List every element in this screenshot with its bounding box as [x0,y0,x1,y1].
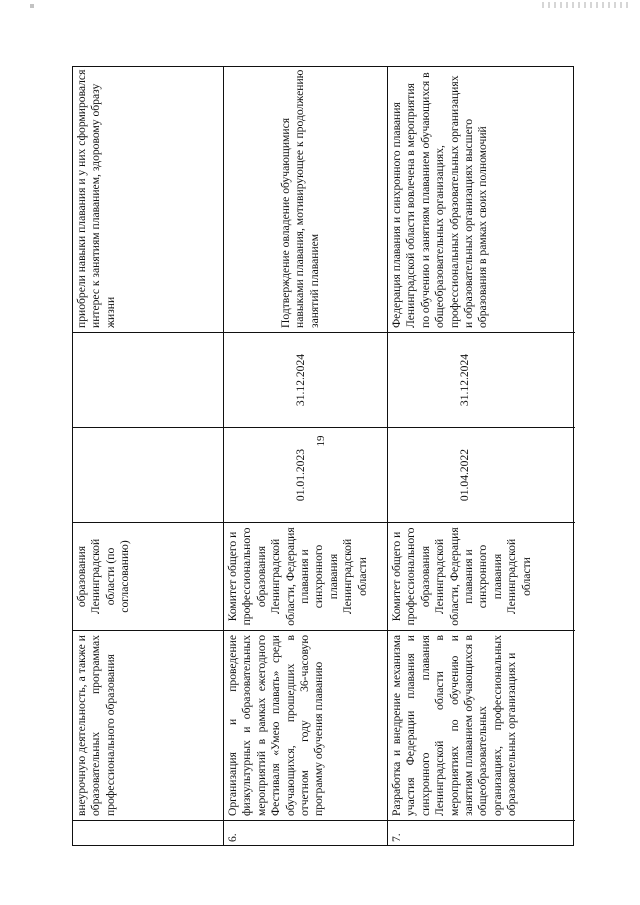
measure-text: Организация и проведение физкультурных и образовательных мероприятий в рамках ежегодного Фестиваля «Умею плавать» среди обучающихся, прошедших в отчетном году 36-часовую программу обучения плаванию [224,631,387,821]
end-date [73,333,223,428]
row-number: 6. [226,833,239,842]
measures-table [72,66,574,846]
start-date-cell [388,428,575,523]
end-date-cell [388,333,575,428]
table-row [387,67,575,845]
start-date: 01.04.2022 [458,448,471,502]
result-text: приобрели навыки плавания и у них сформировался интерес к занятиям плаванием, здоровому образу жизни [73,65,223,333]
end-date-cell [224,333,387,428]
result-text: Федерация плавания и синхронного плавания Ленинградской области вовлечена в мероприятия по обучению и занятиям плаванием обучающихся в общеобразовательных организациях, профессиональных образовательных организациях и образовательных организациях высшего образования в рамках своих полномочий [388,65,575,333]
measure-text: Разработка и внедрение механизма участия Федерации плавания и синхронного плавания Ленинградской области в мероприятиях по обучению и занятиям плаванием обучающихся в общеобразовательных организациях, профессиональных образовательных организациях и [388,631,575,821]
measure-text: внеурочную деятельность, а также и образовательных программах профессионального образования [73,631,223,821]
scan-artifact-dots [542,2,632,8]
executor-text: Комитет общего и профессионального образования Ленинградской области, Федерация плавания и синхронного плавания Ленинградской области [388,523,575,631]
scan-artifact [30,4,34,8]
row-number [73,821,223,845]
start-date-cell [224,428,387,523]
executor-text: Комитет общего и профессионального образования Ленинградской области, Федерация плавания и синхронного плавания Ленинградской области [224,523,387,631]
page-number: 19 [315,435,327,447]
table-row [223,67,387,845]
table-row [73,67,223,845]
end-date: 31.12.2024 [458,353,471,407]
row-number: 7. [390,833,403,842]
start-date: 01.01.2023 [294,448,307,502]
start-date [73,428,223,523]
result-text: Подтверждение овладение обучающимися навыками плавания, мотивирующее к продолжению занятий плаванием [224,65,387,333]
executor-text: образования Ленинградской области (по согласованию) [73,523,223,631]
end-date: 31.12.2024 [294,353,307,407]
